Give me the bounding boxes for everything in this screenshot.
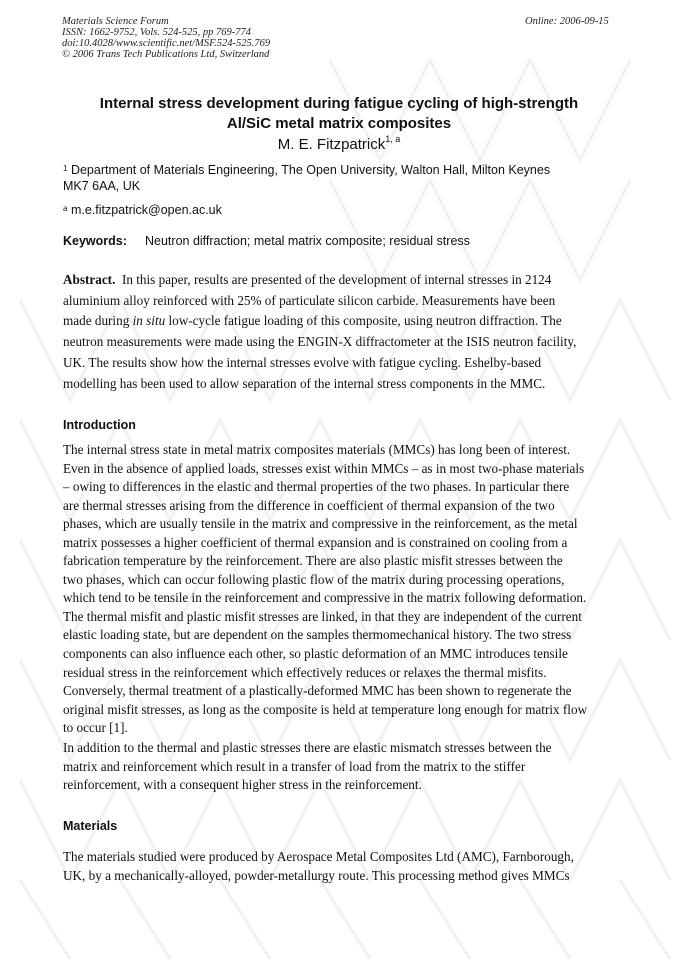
intro-line: – owing to differences in the elastic and thermal properties of the two phases. In particular there	[63, 479, 570, 495]
email-superscript: a	[63, 204, 68, 213]
abstract-label: Abstract.	[63, 272, 116, 287]
abstract-line-2: aluminium alloy reinforced with 25% of particulate silicon carbide. Measurements have been	[63, 292, 556, 308]
author-email	[63, 202, 222, 218]
publication-info	[62, 16, 270, 60]
journal-name: Materials Science Forum	[62, 16, 169, 27]
intro-line: two phases, which can occur following plastic flow of the matrix during processing operations,	[63, 571, 565, 587]
abstract-line-3-pre: made during	[63, 313, 133, 329]
materials-paragraph	[63, 848, 623, 885]
affiliation-line-2: MK7 6AA, UK	[63, 179, 141, 193]
intro-line: The thermal misfit and plastic misfit stresses are linked, in that they are independent of the current	[63, 608, 582, 624]
abstract-line-5: UK. The results show how the internal stresses evolve with fatigue cycling. Eshelby-based	[63, 354, 542, 370]
paper-title	[40, 94, 638, 134]
keywords-text: Neutron diffraction; metal matrix composite; residual stress	[145, 234, 470, 248]
abstract-line-3-post: low-cycle fatigue loading of this composite, using neutron diffraction. The	[165, 313, 562, 329]
intro-line: In addition to the thermal and plastic stresses there are elastic mismatch stresses between the	[63, 740, 552, 755]
abstract-line-4: neutron measurements were made using the ENGIN-X diffractometer at the ISIS neutron facility,	[63, 334, 577, 350]
materials-heading: Materials	[63, 819, 118, 833]
intro-line: Conversely, thermal treatment of a plastically-deformed MMC has been shown to regenerate the	[63, 683, 572, 699]
introduction-heading: Introduction	[63, 418, 136, 432]
intro-line: original misfit stresses, as long as the composite is held at temperature long enough for matrix flow	[63, 701, 588, 717]
online-date: Online: 2006-09-15	[525, 16, 609, 27]
intro-line: matrix possesses a higher coefficient of thermal expansion and is constrained on cooling from a	[63, 534, 568, 550]
intro-line: which tend to be tensile in the reinforcement and compressive in the matrix following deformation.	[63, 590, 587, 606]
doi-line: doi:10.4028/www.scientific.net/MSF.524-525.769	[62, 38, 271, 49]
author-name: M. E. Fitzpatrick	[277, 136, 386, 153]
email-address: m.e.fitzpatrick@open.ac.uk	[70, 203, 222, 217]
copyright-line: © 2006 Trans Tech Publications Ltd, Switzerland	[62, 49, 270, 60]
abstract-line-3-italic: in situ	[132, 313, 166, 329]
keywords-label: Keywords:	[63, 234, 127, 248]
introduction-paragraph-1	[63, 441, 623, 738]
author-superscript: 1, a	[385, 134, 401, 144]
intro-line: fabrication temperature by the reinforcement. There are also plastic misfit stresses between the	[63, 553, 563, 569]
materials-line: UK, by a mechanically-alloyed, powder-metallurgy route. This processing method gives MMCs	[63, 867, 570, 883]
intro-line: components can also influence each other, so plastic deformation of an MMC introduces tensile	[63, 646, 568, 662]
intro-line: elastic loading state, but are dependent on the samples thermomechanical history. The two stress	[63, 627, 572, 643]
keywords	[63, 233, 470, 249]
abstract-line-1: In this paper, results are presented of the development of internal stresses in 2124	[121, 272, 552, 287]
author	[0, 136, 678, 153]
intro-line: The internal stress state in metal matrix composites materials (MMCs) has long been of interest.	[63, 442, 571, 457]
introduction-paragraph-2	[63, 739, 623, 795]
issn-line: ISSN: 1662-9752, Vols. 524-525, pp 769-774	[62, 27, 251, 38]
intro-line: matrix and reinforcement which result in a transfer of load from the matrix to the stiffer	[63, 758, 526, 774]
title-line-2: Al/SiC metal matrix composites	[226, 115, 452, 132]
title-line-1: Internal stress development during fatigue cycling of high-strength	[99, 95, 579, 112]
affiliation	[63, 162, 603, 194]
abstract-line-6: modelling has been used to allow separation of the internal stress components in the MMC.	[63, 375, 546, 391]
intro-line: residual stress in the reinforcement which effectively reduces or relaxes the thermal misfits.	[63, 664, 547, 680]
intro-line: are thermal stresses arising from the difference in coefficient of thermal expansion of the two	[63, 497, 555, 513]
intro-line: reinforcement, with a consequent higher stress in the reinforcement.	[63, 777, 422, 793]
intro-line: to occur [1].	[63, 720, 128, 736]
affiliation-superscript: 1	[63, 164, 68, 173]
materials-line: The materials studied were produced by Aerospace Metal Composites Ltd (AMC), Farnborough,	[63, 849, 574, 864]
affiliation-line-1: Department of Materials Engineering, The Open University, Walton Hall, Milton Keynes	[70, 163, 551, 177]
abstract	[63, 270, 623, 394]
intro-line: Even in the absence of applied loads, stresses exist within MMCs – as in most two-phase materials	[63, 460, 585, 476]
intro-line: phases, which are usually tensile in the matrix and compressive in the reinforcement, as the metal	[63, 516, 578, 532]
